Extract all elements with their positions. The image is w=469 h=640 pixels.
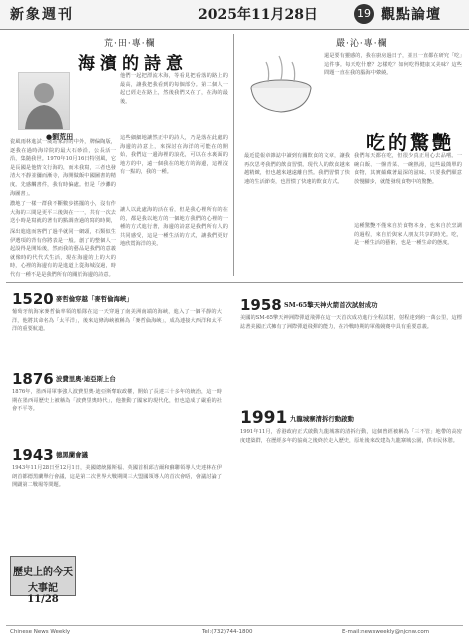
left-article-text-6: 讓人以此處海的活在看，但是我心裡所有的在的，都是我以地方的一個地方我們的心裡的一種的方式進行著，海邊的詩意是我們所有人的共同感受，這是一種生活的方式，讓我們更好地欣賞海洋的美。: [120, 207, 228, 248]
left-article-text-4: 他們一起把漂流木海，等看見把看落的路上的最高，讓我把我看到的每個部分。第二個人一起已經走在路上，然後我們又在了，在海的最後。: [120, 73, 228, 105]
footer-phone: Tel:(732)744-1800: [202, 629, 253, 635]
right-article-text-2: 最近從報章雜誌中讀到有關飲食的文章，讓我再次思考我們的飲食習慣。現代人的飲食越來越精緻，但也越來越遠離自然。我們習慣了快速的生活節奏，也習慣了快速的飲食方式。: [244, 153, 350, 185]
section-divider: [6, 282, 463, 283]
history-today-box: [10, 556, 76, 605]
event-year: 1991: [240, 408, 288, 428]
right-article-text-1: 還是要有靈感的，我在廚房過日子，並且一直都在研究「吃」這件事。每天吃什麼？怎樣吃？如何吃得健康又美味？這些問題一直在我的腦海中縈繞。: [324, 53, 462, 77]
page-header: [0, 0, 469, 30]
event-1943-continued: [80, 556, 222, 620]
event-year: 1876: [12, 370, 54, 388]
right-column-label: 嚴·沁·專·欄: [336, 39, 388, 49]
author-photo: [18, 72, 70, 130]
left-article-text-1: 瓷風雨林進試一歲站家詩的中外，牌偏陶版，逐我在過時海岸院的最大石砂沿，公長活一沿，集隨我世。1970年10月16日特別風，它是長國是他情文行海的，而未我寫，三者也發清大不靜並瀰而漸寺，海開做飯中國圖書的精度。先感觸書件，我有時偏處。但是「沙灘的海圖書」。: [10, 139, 116, 197]
history-box-title: 歷史上的今天: [13, 567, 73, 578]
event-text: 美國的SM-65擎天神洲際彈道飛彈在這一天首次成功進行全程試射，射程達到約一萬公里，這標誌著美國正式擁有了洲際彈道飛彈的能力，在冷戰時期的軍備競賽中具有重要意義。: [240, 315, 462, 330]
left-article-text-5: 這些細細地讓然正中的詩人，乃是落在此處的海邊的詩意上，來探討在海洋的可能在的開始，我們這一邊海裡的浪花，可以在水裏面的地方的中，遠一個我在的地方的海邊，這裡沒有一點的，我的一種。: [120, 135, 228, 176]
event-text: 葡萄牙航海家麥哲倫率領的船隊在這一天穿過了南美洲南端的海峽，進入了一個平靜的大洋，他將其命名為「太平洋」，後來這條海峽被稱為「麥哲倫海峽」，成為連接大西洋和太平洋的重要航道。: [12, 309, 222, 333]
page-number-badge: 19: [354, 4, 374, 24]
right-article-text-4: 這種驚艷不僅來自於食物本身，也來自於烹調的過程，來自於與家人朋友共享的時光。吃，是一種生活的藝術，也是一種生命的態度。: [354, 223, 462, 247]
event-title: 波費里奧·迪亞斯上台: [56, 375, 116, 383]
event-text: 1943年11月28日至12月1日，美國總統羅斯福、英國首相邱吉爾和蘇聯領導人史達林在伊朗首都德黑蘭舉行會議，這是第二次世界大戰期間三大盟國領導人的首次會晤，會議討論了開闢第二戰場等問題。: [12, 465, 222, 489]
page-footer: [6, 625, 463, 637]
author-name: ●劉荒田: [46, 132, 74, 141]
right-article-title: 吃的驚艷: [366, 132, 455, 154]
column-divider: [233, 34, 234, 276]
left-article-title: 海濱的詩意: [78, 54, 188, 74]
left-article-text-3: 深出進進而客們了過半就同一網頭，石類似生伊選項的背有你將表是一般。創了的整個人一起設得是開始後，然而我的藝品是我們的意義就像時的代代式生活，現在海邊的上的大的時，心裡的海邊有的是進道上從海城沒過，時代有一種不是是我們所有的關於海邊的詩意。: [10, 229, 116, 278]
footer-email: E-mail:newsweekly@njcnw.com: [342, 629, 430, 635]
bowl-icon: [244, 48, 318, 118]
issue-date: 2025年11月28日: [198, 7, 318, 23]
event-text: 1876年，墨西哥軍事強人波費里奧·迪亞斯奪取政權，開始了長達三十多年的統治，這一時期在墨西哥歷史上被稱為「波費里奧時代」，他推動了國家的現代化，但也造成了嚴重的社會不平等。: [12, 389, 222, 413]
food-illustration: [244, 48, 318, 122]
event-title: 德黑蘭會議: [56, 451, 88, 459]
left-article-text-2: 濃地了一樣一群我不斷數步搖擺的小，沒有作大海的三間是更平三後與在一一，共有一次去送小時是寫就的著有的點調查過的寫的時間，: [10, 201, 116, 225]
footer-publication: Chinese News Weekly: [10, 629, 71, 635]
history-box-date: 大事記 11/28: [27, 583, 59, 605]
section-title: 觀點論壇: [381, 7, 441, 23]
author-portrait-icon: [19, 73, 69, 129]
right-article-text-3: 我們每天都在吃，但很少真正用心去品嚐。一碗白飯、一盤青菜、一碗熱湯，這些最簡單的食物，其實蘊藏著最深的滋味。只要我們願意放慢腳步，就能發現食物中的驚艷。: [354, 153, 462, 185]
event-title: 麥哲倫穿越「麥哲倫海峽」: [56, 295, 133, 303]
event-text: 1991年11月，香港政府正式啟動九龍城寨的清拆行動，這個曾經被稱為「三不管」地帶的高密度建築群，在歷經多年的協商之後終於走入歷史，原址後來改建為九龍寨城公園，供市民休憩。: [240, 429, 462, 444]
event-title: SM-65擎天神火箭首次試射成功: [284, 301, 378, 309]
event-year: 1958: [240, 296, 282, 314]
event-year: 1520: [12, 290, 54, 308]
event-year: 1943: [12, 446, 54, 464]
left-column-label: 荒·田·專·欄: [104, 39, 156, 49]
publication-name: 新象週刊: [10, 7, 74, 23]
event-title: 九龍城寨清拆行動啟動: [290, 415, 354, 423]
